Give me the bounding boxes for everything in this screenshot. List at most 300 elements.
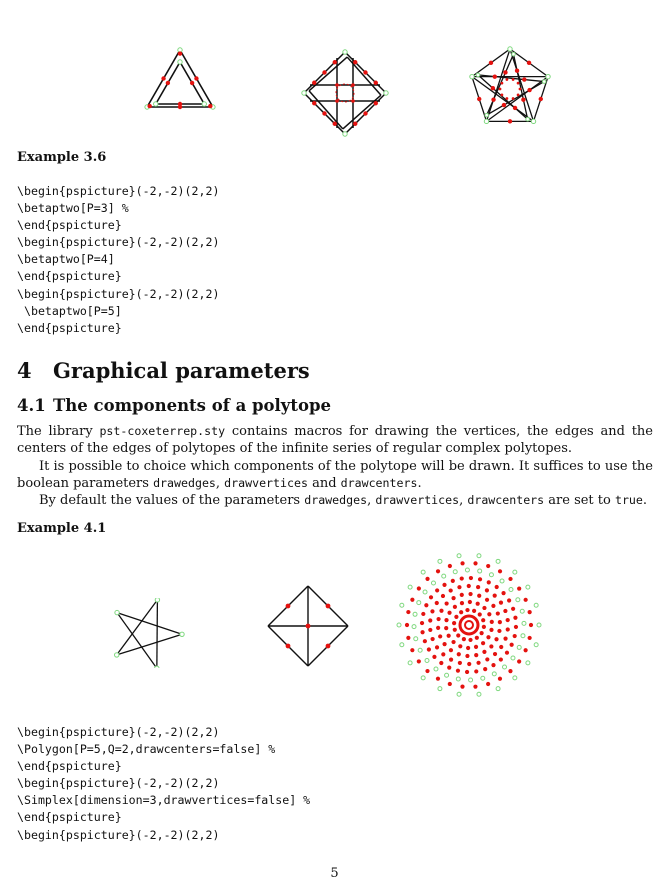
vertex-dot [512,52,516,56]
center-dot [428,628,432,632]
center-dot [472,609,476,613]
vertex-dot [484,119,488,123]
vertex-dot [384,91,388,95]
center-dot [477,594,481,598]
inner-ring [336,84,354,102]
center-dot [485,588,489,592]
vertex-dot [531,119,535,123]
center-dot [322,70,326,74]
vertex-dot [453,570,457,574]
vertex-dot [537,623,541,627]
vertex-dot [408,585,412,589]
edge-line [117,600,158,655]
vertex-dot [526,585,530,589]
vertex-dot [431,581,435,585]
center-dot [444,618,448,622]
center-dot [439,609,443,613]
center-dot [505,651,509,655]
vertex-dot [438,687,442,691]
center-dot [510,643,514,647]
example-4-1-label: Example 4.1 [17,521,107,536]
vertex-dot [442,574,446,578]
text: contains macros for drawing the vertices, the edges and the centers of the edges of polytopes of the infinite series of regular complex polytopes. [17,424,653,457]
center-dot [460,576,464,580]
center-dot [487,612,491,616]
paragraph-choice [17,458,653,493]
center-dot [491,604,495,608]
vertex-dot [546,74,550,78]
vertex-dot [534,643,538,647]
center-dot [430,609,434,613]
center-dot [462,637,466,641]
center-dot [454,615,458,619]
vertex-dot [509,587,513,591]
center-dot [482,625,486,629]
page-number: 5 [330,866,339,881]
center-dot [477,97,481,101]
vertex-dot [513,676,517,680]
center-dot [451,596,455,600]
subsection-title: The components of a polytope [53,396,332,415]
center-dot [435,645,439,649]
center-dot [499,645,503,649]
vertex-dot [418,648,422,652]
center-dot [486,682,490,686]
center-dot [503,609,507,613]
center-dot [512,97,515,100]
center-dot [457,652,461,656]
vertex-dot [421,570,425,574]
center-dot [513,634,517,638]
center-dot [480,631,484,635]
center-dot [486,635,490,639]
center-dot [406,636,410,640]
center-dot [351,99,355,103]
center-dot [429,595,433,599]
center-dot [147,104,151,108]
vertex-dot [414,637,418,641]
vertex-dot [465,568,469,572]
center-dot [493,594,497,598]
center-dot [441,594,445,598]
center-dot [506,78,509,81]
center-dot [481,641,485,645]
vertex-dot [520,609,524,613]
text: , [367,493,376,508]
center-dot [333,60,337,64]
vertex-dot [511,656,515,660]
edge-line [117,634,182,655]
inline-code: drawvertices [375,493,460,507]
vertex-dot [477,554,481,558]
center-dot [425,577,429,581]
center-dot [508,669,512,673]
vertex-dot [500,579,504,583]
center-dot [436,677,440,681]
vertex-dot [413,612,417,616]
vertex-dot [477,692,481,696]
center-dot [528,610,532,614]
edge-line [478,75,544,82]
vertex-dot [434,667,438,671]
center-dot [512,78,515,81]
center-dot [482,606,486,610]
center-dot [286,604,291,609]
vertex-dot [456,677,460,681]
figure-simplex [264,582,352,670]
vertex-dot [526,117,530,121]
center-dot [410,598,414,602]
vertex-dot [522,621,526,625]
center-dot [353,122,357,126]
inline-code: drawcenters [467,493,545,507]
center-dot [405,623,409,627]
center-dot [485,657,489,661]
center-dot [438,634,442,638]
center-dot [458,644,462,648]
example-3-6-label: Example 3.6 [17,150,107,165]
center-dot [508,577,512,581]
center-dot [506,618,510,622]
center-dot [514,625,518,629]
center-dot [474,653,478,657]
figure-pentagram [106,598,190,668]
vertex-dot [155,598,159,602]
center-dot [449,588,453,592]
vertex-dot [485,113,489,117]
text: By default the values of the parameters [39,493,305,508]
center-dot [498,677,502,681]
center-dot [447,634,451,638]
vertex-dot [425,659,429,663]
vertex-dot [526,661,530,665]
center-dot [427,647,431,651]
center-dot [431,637,435,641]
center-dot [465,608,469,612]
center-dot [494,637,498,641]
center-dot [353,60,357,64]
center-dot [208,104,212,108]
center-dot [460,685,464,689]
vertex-dot [397,623,401,627]
center-dot [445,601,449,605]
center-ring [465,621,473,629]
center-dot [442,642,446,646]
center-dot [524,598,528,602]
center-dot [374,101,378,105]
example-4-1-code: \begin{pspicture}(-2,-2)(2,2) \Polygon[P=5,Q=2,drawcenters=false] % \end{pspicture} \begin{pspicture}(-2,-2)(2,2) \Simplex[dimension=3,drawvertices=false] % \end{pspicture} \begin{pspicture}(-2,-2)(2,2) [17,725,311,842]
center-dot [517,586,521,590]
center-dot [499,657,503,661]
text: and [307,476,341,492]
center-dot [420,630,424,634]
center-dot [447,611,451,615]
vertex-dot [400,643,404,647]
center-dot [467,584,471,588]
center-dot [468,600,472,604]
text: , [459,493,468,508]
center-dot [425,669,429,673]
center-dot [460,593,464,597]
center-dot [527,88,531,92]
center-dot [442,583,446,587]
center-dot [493,652,497,656]
center-dot [482,650,486,654]
inline-code: drawvertices [224,476,308,491]
center-dot [335,99,339,103]
center-dot [499,88,502,91]
vertex-dot [417,601,421,605]
center-dot [374,81,378,85]
vertex-dot [516,598,520,602]
edge-line [347,57,381,95]
center-dot [453,628,457,632]
center-dot [522,77,526,81]
example-3-6-code: \begin{pspicture}(-2,-2)(2,2) \betaptwo[P=3] % \end{pspicture} \begin{pspicture}(-2,-2)(2,2) \betaptwo[P=4] \end{pspicture} \begin{pspicture}(-2,-2)(2,2) \betaptwo[P=5] \end{pspicture} [17,184,220,335]
center-dot [322,111,326,115]
edge-line [117,613,157,668]
center-dot [421,612,425,616]
section-heading [17,358,310,383]
center-dot [161,76,165,80]
center-dot [441,652,445,656]
center-dot [453,605,457,609]
center-dot [497,629,501,633]
center-dot [190,81,194,85]
center-dot [456,669,460,673]
center-dot [501,82,504,85]
center-dot [487,580,491,584]
vertex-dot [115,653,119,657]
center-dot [489,628,493,632]
center-dot [491,663,495,667]
center-dot [474,645,478,649]
center-dot [496,611,500,615]
center-dot [460,561,464,565]
center-dot [508,119,512,123]
vertex-dot [202,102,206,106]
center-dot [326,604,331,609]
center-dot [420,621,424,625]
center-dot [447,666,451,670]
center-dot [468,638,472,642]
center-dot [432,655,436,659]
figure-triangle [138,44,222,120]
center-dot [351,83,355,87]
center-dot [476,602,480,606]
vertex-dot [457,554,461,558]
vertex-dot [534,603,538,607]
edge-line [343,95,381,129]
vertex-dot [496,687,500,691]
center-dot [474,669,478,673]
center-dot [515,69,519,73]
center-dot [529,623,533,627]
center-dot [521,98,525,102]
center-dot [490,620,494,624]
vertex-dot [400,603,404,607]
center-dot [468,592,472,596]
center-dot [458,661,462,665]
inline-code: pst-coxeterrep.sty [99,424,226,438]
center-dot [286,644,291,649]
center-dot [511,607,515,611]
center-dot [485,598,489,602]
center-dot [333,122,337,126]
center-dot [517,82,520,85]
vertex-dot [438,559,442,563]
center-dot [436,569,440,573]
center-dot [539,97,543,101]
vertex-dot [521,634,525,638]
center-dot [491,97,495,101]
center-dot [417,586,421,590]
edge-line [157,600,158,668]
figure-radial [394,550,544,700]
subsection-number: 4.1 [17,396,46,415]
text: , [215,476,225,492]
center-dot [335,83,339,87]
vertex-dot [408,661,412,665]
center-dot [451,579,455,583]
center-dot [435,601,439,605]
section-title: Graphical parameters [53,358,310,383]
vertex-dot [178,60,182,64]
center-dot [451,640,455,644]
center-dot [501,591,505,595]
center-dot [465,670,469,674]
center-dot [449,658,453,662]
center-dot [444,626,448,630]
edge-line [309,57,347,91]
center-dot [524,648,528,652]
text: . [417,476,422,492]
center-dot [457,585,461,589]
vertex-dot [513,570,517,574]
center-dot [465,654,469,658]
center-dot [194,76,198,80]
text: It is possible to choice which components of the polytope will be drawn. It suffices to use the boolean parameters [17,459,653,492]
center-dot [459,610,463,614]
center-dot [424,603,428,607]
center-dot [519,88,522,91]
center-dot [406,610,410,614]
vertex-dot [302,91,306,95]
center-dot [491,86,495,90]
center-dot [517,659,521,663]
inline-code: true [614,493,643,507]
center-dot [410,648,414,652]
center-dot [478,612,482,616]
vertex-dot [470,74,474,78]
vertex-dot [476,73,480,77]
vertex-dot [155,666,159,668]
vertex-dot [481,676,485,680]
center-dot [452,621,456,625]
center-dot [166,81,170,85]
center-dot [498,569,502,573]
center-dot [475,636,479,640]
center-dot [476,585,480,589]
vertex-dot [115,610,119,614]
center-dot [517,93,520,96]
text: The library [17,424,100,439]
vertex-dot [478,569,482,573]
center-dot [178,102,182,106]
center-dot [467,662,471,666]
center-dot [312,101,316,105]
text: are set to [544,493,615,508]
vertex-dot [180,632,184,636]
vertex-dot [496,559,500,563]
center-dot [178,51,182,55]
center-dot [495,585,499,589]
vertex-dot [445,673,449,677]
section-number: 4 [17,358,32,383]
center-dot [363,111,367,115]
center-dot [448,564,452,568]
vertex-dot [503,665,507,669]
vertex-dot [542,80,546,84]
center-dot [456,633,460,637]
vertex-dot [343,50,347,54]
center-dot [483,667,487,671]
vertex-dot [517,645,521,649]
inline-code: drawedges [304,493,368,507]
inline-code: drawcenters [340,476,418,491]
vertex-dot [508,47,512,51]
paragraph-library [17,423,653,458]
center-dot [481,618,485,622]
center-dot [489,61,493,65]
center-dot [478,577,482,581]
center-dot [436,626,440,630]
center-dot [507,598,511,602]
center-dot [473,685,477,689]
center-dot [476,661,480,665]
edge-line [510,49,534,121]
center-dot [528,636,532,640]
text: . [642,493,648,508]
center-dot [417,659,421,663]
center-ring [460,616,478,634]
center-dot [449,648,453,652]
center-dot [448,682,452,686]
center-dot [486,564,490,568]
vertex-dot [492,672,496,676]
center-dot [506,97,509,100]
center-dot [466,646,470,650]
vertex-dot [343,132,347,136]
vertex-dot [469,678,473,682]
center-dot [423,639,427,643]
center-dot [428,618,432,622]
center-dot [502,103,506,107]
center-dot [436,617,440,621]
center-dot [493,74,497,78]
center-dot [312,81,316,85]
center-dot [506,627,510,631]
figure-pentagon [466,44,554,130]
center-dot [498,620,502,624]
center-dot [439,661,443,665]
center-dot [499,601,503,605]
center-dot [306,624,311,629]
center-dot [469,576,473,580]
center-dot [489,644,493,648]
center-dot [513,616,517,620]
center-dot [503,70,507,74]
